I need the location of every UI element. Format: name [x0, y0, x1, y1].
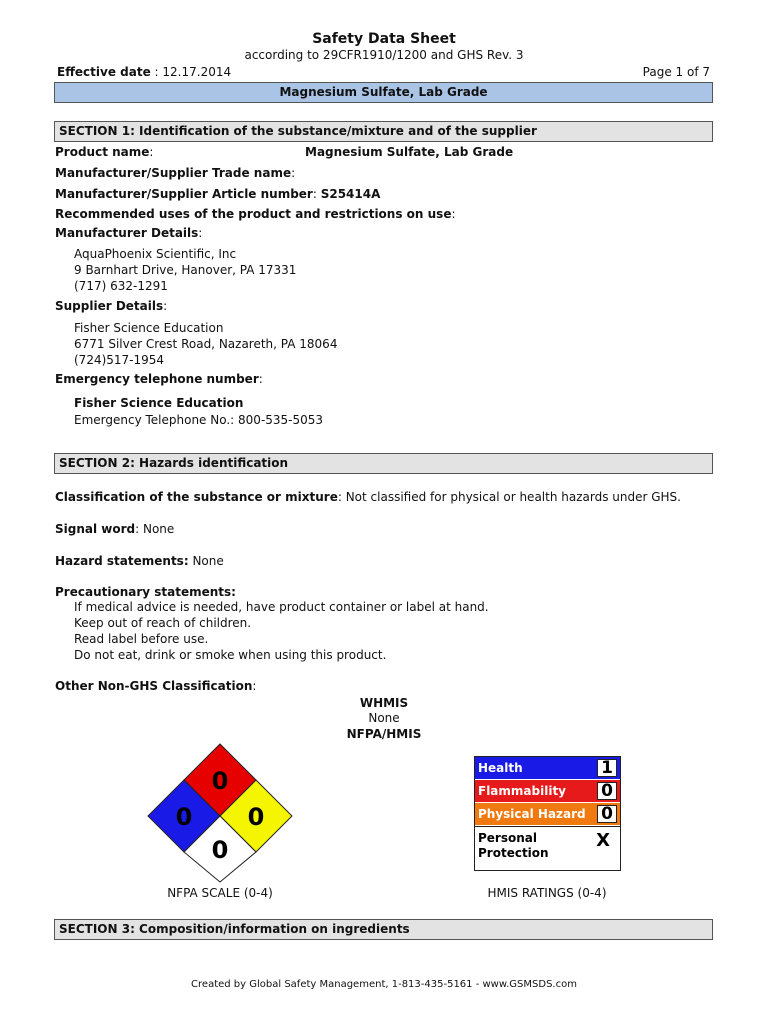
- section-3-heading: SECTION 3: Composition/information on ingredients: [54, 919, 713, 940]
- nfpa-flammability-value: 0: [211, 767, 229, 795]
- hmis-physical-label: Physical Hazard: [475, 803, 620, 825]
- emergency-contact-phone: Emergency Telephone No.: 800-535-5053: [74, 413, 324, 427]
- hmis-flammability-label: Flammability: [475, 780, 620, 802]
- manufacturer-line: AquaPhoenix Scientific, Inc: [74, 247, 237, 261]
- whmis-value: None: [368, 711, 400, 725]
- product-title-bar: Magnesium Sulfate, Lab Grade: [54, 82, 713, 103]
- other-classification-label: Other Non-GHS Classification: [55, 679, 253, 693]
- classification-label: Classification of the substance or mixture: [55, 490, 338, 504]
- article-number-value: S25414A: [320, 187, 381, 201]
- hmis-physical-value: 0: [597, 805, 617, 823]
- precautionary-statement: Read label before use.: [74, 632, 209, 646]
- whmis-label: WHMIS: [359, 696, 409, 710]
- trade-name-row: Manufacturer/Supplier Trade name:: [55, 166, 296, 180]
- hmis-personal-label-line: Protection: [478, 846, 549, 860]
- product-name-row: Product name:: [55, 145, 154, 159]
- hmis-personal-label: [478, 831, 549, 861]
- nfpa-instability-value: 0: [247, 803, 265, 831]
- nfpa-caption: NFPA SCALE (0-4): [167, 886, 273, 900]
- effective-date: [57, 65, 231, 79]
- hmis-physical-row: [475, 803, 620, 825]
- classification-value: : Not classified for physical or health hazards under GHS.: [337, 490, 681, 504]
- recommended-uses-label: Recommended uses of the product and restrictions on use: [55, 207, 452, 221]
- trade-name-label: Manufacturer/Supplier Trade name: [55, 166, 292, 180]
- hmis-flammability-value: 0: [597, 782, 617, 800]
- hmis-personal-label-line: Personal: [478, 831, 537, 845]
- hmis-flammability-row: [475, 780, 620, 802]
- manufacturer-line: 9 Barnhart Drive, Hanover, PA 17331: [74, 263, 297, 277]
- nfpa-special-value: 0: [211, 836, 229, 864]
- hazard-statements-label: Hazard statements:: [55, 554, 189, 568]
- hmis-health-label: Health: [475, 757, 620, 779]
- nfpa-health-value: 0: [175, 803, 193, 831]
- effective-date-value: : 12.17.2014: [150, 65, 232, 79]
- other-classification-row: Other Non-GHS Classification:: [55, 679, 257, 693]
- hmis-caption: HMIS RATINGS (0-4): [487, 886, 607, 900]
- section-1-heading: SECTION 1: Identification of the substance/mixture and of the supplier: [54, 121, 713, 142]
- hmis-personal-value: X: [596, 830, 610, 851]
- manufacturer-details-row: Manufacturer Details:: [55, 226, 203, 240]
- article-number-label: Manufacturer/Supplier Article number: [55, 187, 313, 201]
- hmis-health-row: [475, 757, 620, 779]
- precautionary-statements-label: Precautionary statements:: [55, 585, 236, 599]
- nfpa-diamond: [144, 742, 296, 884]
- section-2-heading: SECTION 2: Hazards identification: [54, 453, 713, 474]
- hazard-statements-value: None: [188, 554, 224, 568]
- emergency-phone-row: Emergency telephone number:: [55, 372, 263, 386]
- precautionary-statement: If medical advice is needed, have product container or label at hand.: [74, 600, 489, 614]
- effective-date-label: Effective date: [57, 65, 151, 79]
- page-number: Page 1 of 7: [642, 65, 710, 79]
- signal-word-row: [55, 522, 174, 536]
- precautionary-statement: Keep out of reach of children.: [74, 616, 252, 630]
- emergency-contact-name: Fisher Science Education: [74, 396, 244, 410]
- article-number-row: Manufacturer/Supplier Article number: S25414A: [55, 187, 381, 201]
- classification-row: [55, 490, 681, 504]
- nfpa-hmis-label: NFPA/HMIS: [346, 727, 422, 741]
- supplier-line: 6771 Silver Crest Road, Nazareth, PA 18064: [74, 337, 338, 351]
- emergency-phone-label: Emergency telephone number: [55, 372, 259, 386]
- hmis-health-value: 1: [597, 759, 617, 777]
- signal-word-value: : None: [135, 522, 175, 536]
- supplier-line: Fisher Science Education: [74, 321, 224, 335]
- product-name-label: Product name: [55, 145, 150, 159]
- hazard-statements-row: [55, 554, 224, 568]
- product-name-value: Magnesium Sulfate, Lab Grade: [305, 145, 514, 159]
- precautionary-statement: Do not eat, drink or smoke when using this product.: [74, 648, 387, 662]
- recommended-uses-row: Recommended uses of the product and restrictions on use:: [55, 207, 456, 221]
- signal-word-label: Signal word: [55, 522, 136, 536]
- supplier-line: (724)517-1954: [74, 353, 165, 367]
- supplier-details-label: Supplier Details: [55, 299, 164, 313]
- document-subtitle: according to 29CFR1910/1200 and GHS Rev. 3: [244, 48, 524, 62]
- hmis-label-box: [474, 756, 621, 871]
- footer-text: Created by Global Safety Management, 1-813-435-5161 - www.GSMSDS.com: [191, 979, 577, 990]
- hmis-personal-row: [475, 826, 620, 870]
- manufacturer-details-label: Manufacturer Details: [55, 226, 199, 240]
- document-title: Safety Data Sheet: [312, 31, 456, 47]
- manufacturer-line: (717) 632-1291: [74, 279, 168, 293]
- supplier-details-row: Supplier Details:: [55, 299, 168, 313]
